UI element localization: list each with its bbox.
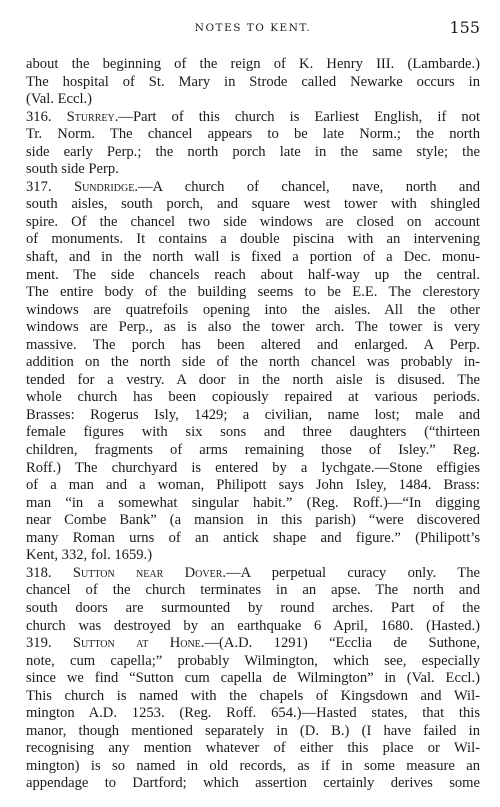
text-line: south aisles, south porch, and square west tower with shingled [26,196,480,213]
text-line: The hospital of St. Mary in Strode called Newarke occurs in [26,73,480,90]
text-line: mington) is so named in old records, as if in some measure an [26,757,480,774]
text-line: 317. Sundridge.—A church of chancel, nave, north and [26,178,480,195]
text-line: of monuments. It contains a double piscina with an intervening [26,231,480,248]
text-line: windows are quatrefoils opening into the aisles. All the other [26,301,480,318]
text-line: ment. The side chancels reach about half-way up the central. [26,266,480,283]
text-line: spire. Of the chancel two side windows are closed on account [26,213,480,230]
text-line: near Combe Bank” (a mansion in this parish) “were discovered [26,512,480,529]
entry-heading: Sturrey [66,108,115,125]
text-line: church was destroyed by an earthquake 6 April, 1680. (Hasted.) [26,617,480,634]
text-line: south side Perp. [26,161,119,178]
text-line: side early Perp.; the north porch late in the same style; the [26,143,480,160]
entry-heading: Sutton near Dover [72,564,223,581]
text-line: of a man and a woman, Philipott says John Isley, 1484. Brass: [26,477,480,494]
text-line: many Roman urns of an antick shape and figure.” (Philipott’s [26,529,480,546]
text-line: The entire body of the building seems to be E.E. The clerestory [26,284,480,301]
text-line: chancel of the church terminates in an apse. The north and [26,582,480,599]
text-line: 319. Sutton at Hone.—(A.D. 1291) “Ecclia de Suthone, [26,635,480,652]
text-line: south doors are surmounted by round arches. Part of the [26,599,480,616]
text-line: 316. Sturrey.—Part of this church is Earliest English, if not [26,108,481,125]
text-line: (Val. Eccl.) [26,91,93,108]
text-line: Kent, 332, fol. 1659.) [26,547,153,564]
text-line: whole church has been copiously repaired at various periods. [26,389,480,406]
book-page [26,18,480,793]
notes-body-text [26,56,480,793]
entry-heading: Sundridge [73,178,135,195]
text-line: female figures with six sons and three daughters (“thirteen [26,424,480,441]
text-line: recognising any mention whatever of either this place or Wil- [26,740,480,757]
text-line: shaft, and in the north wall is fixed a portion of a Dec. monu- [26,249,480,266]
running-head [26,18,480,40]
text-line: appendage to Dartford; which assertion certainly derives some [26,775,480,792]
text-line: Brasses: Rogerus Isly, 1429; a civilian, name lost; male and [26,406,480,423]
text-line: man “in a somewhat singular habit.” (Reg. Roff.)—“In digging [26,494,480,511]
text-line: manor, though mentioned separately in (D. B.) (I have failed in [26,722,480,739]
text-line: note, cum capella;” probably Wilmington, which see, especially [26,652,480,669]
text-line: Roff.) The churchyard is entered by a lychgate.—Stone effigies [26,459,480,476]
text-line: about the beginning of the reign of K. Henry III. (Lambarde.) [26,56,480,72]
text-line: tended for a vestry. A door in the north aisle is disused. The [26,371,480,388]
entry-heading: Sutton at Hone [72,635,201,652]
text-line: massive. The porch has been altered and enlarged. A Perp. [26,336,480,353]
running-title: NOTES TO KENT. [194,22,312,34]
page-number: 155 [449,18,480,37]
text-line: Tr. Norm. The chancel appears to be late Norm.; the north [26,126,480,143]
text-line: windows are Perp., as is also the tower arch. The tower is very [26,319,480,336]
text-line: 318. Sutton near Dover.—A perpetual curacy only. The [26,564,480,581]
text-line: addition on the north side of the north chancel was probably in- [26,354,480,371]
text-line: children, fragments of arms remaining those of Isley.” Reg. [26,442,480,459]
text-line: This church is named with the chapels of Kingsdown and Wil- [26,687,480,704]
text-line: since we find “Sutton cum capella de Wilmington” in (Val. Eccl.) [26,670,480,687]
text-line: mington A.D. 1253. (Reg. Roff. 654.)—Hasted states, that this [26,705,480,722]
